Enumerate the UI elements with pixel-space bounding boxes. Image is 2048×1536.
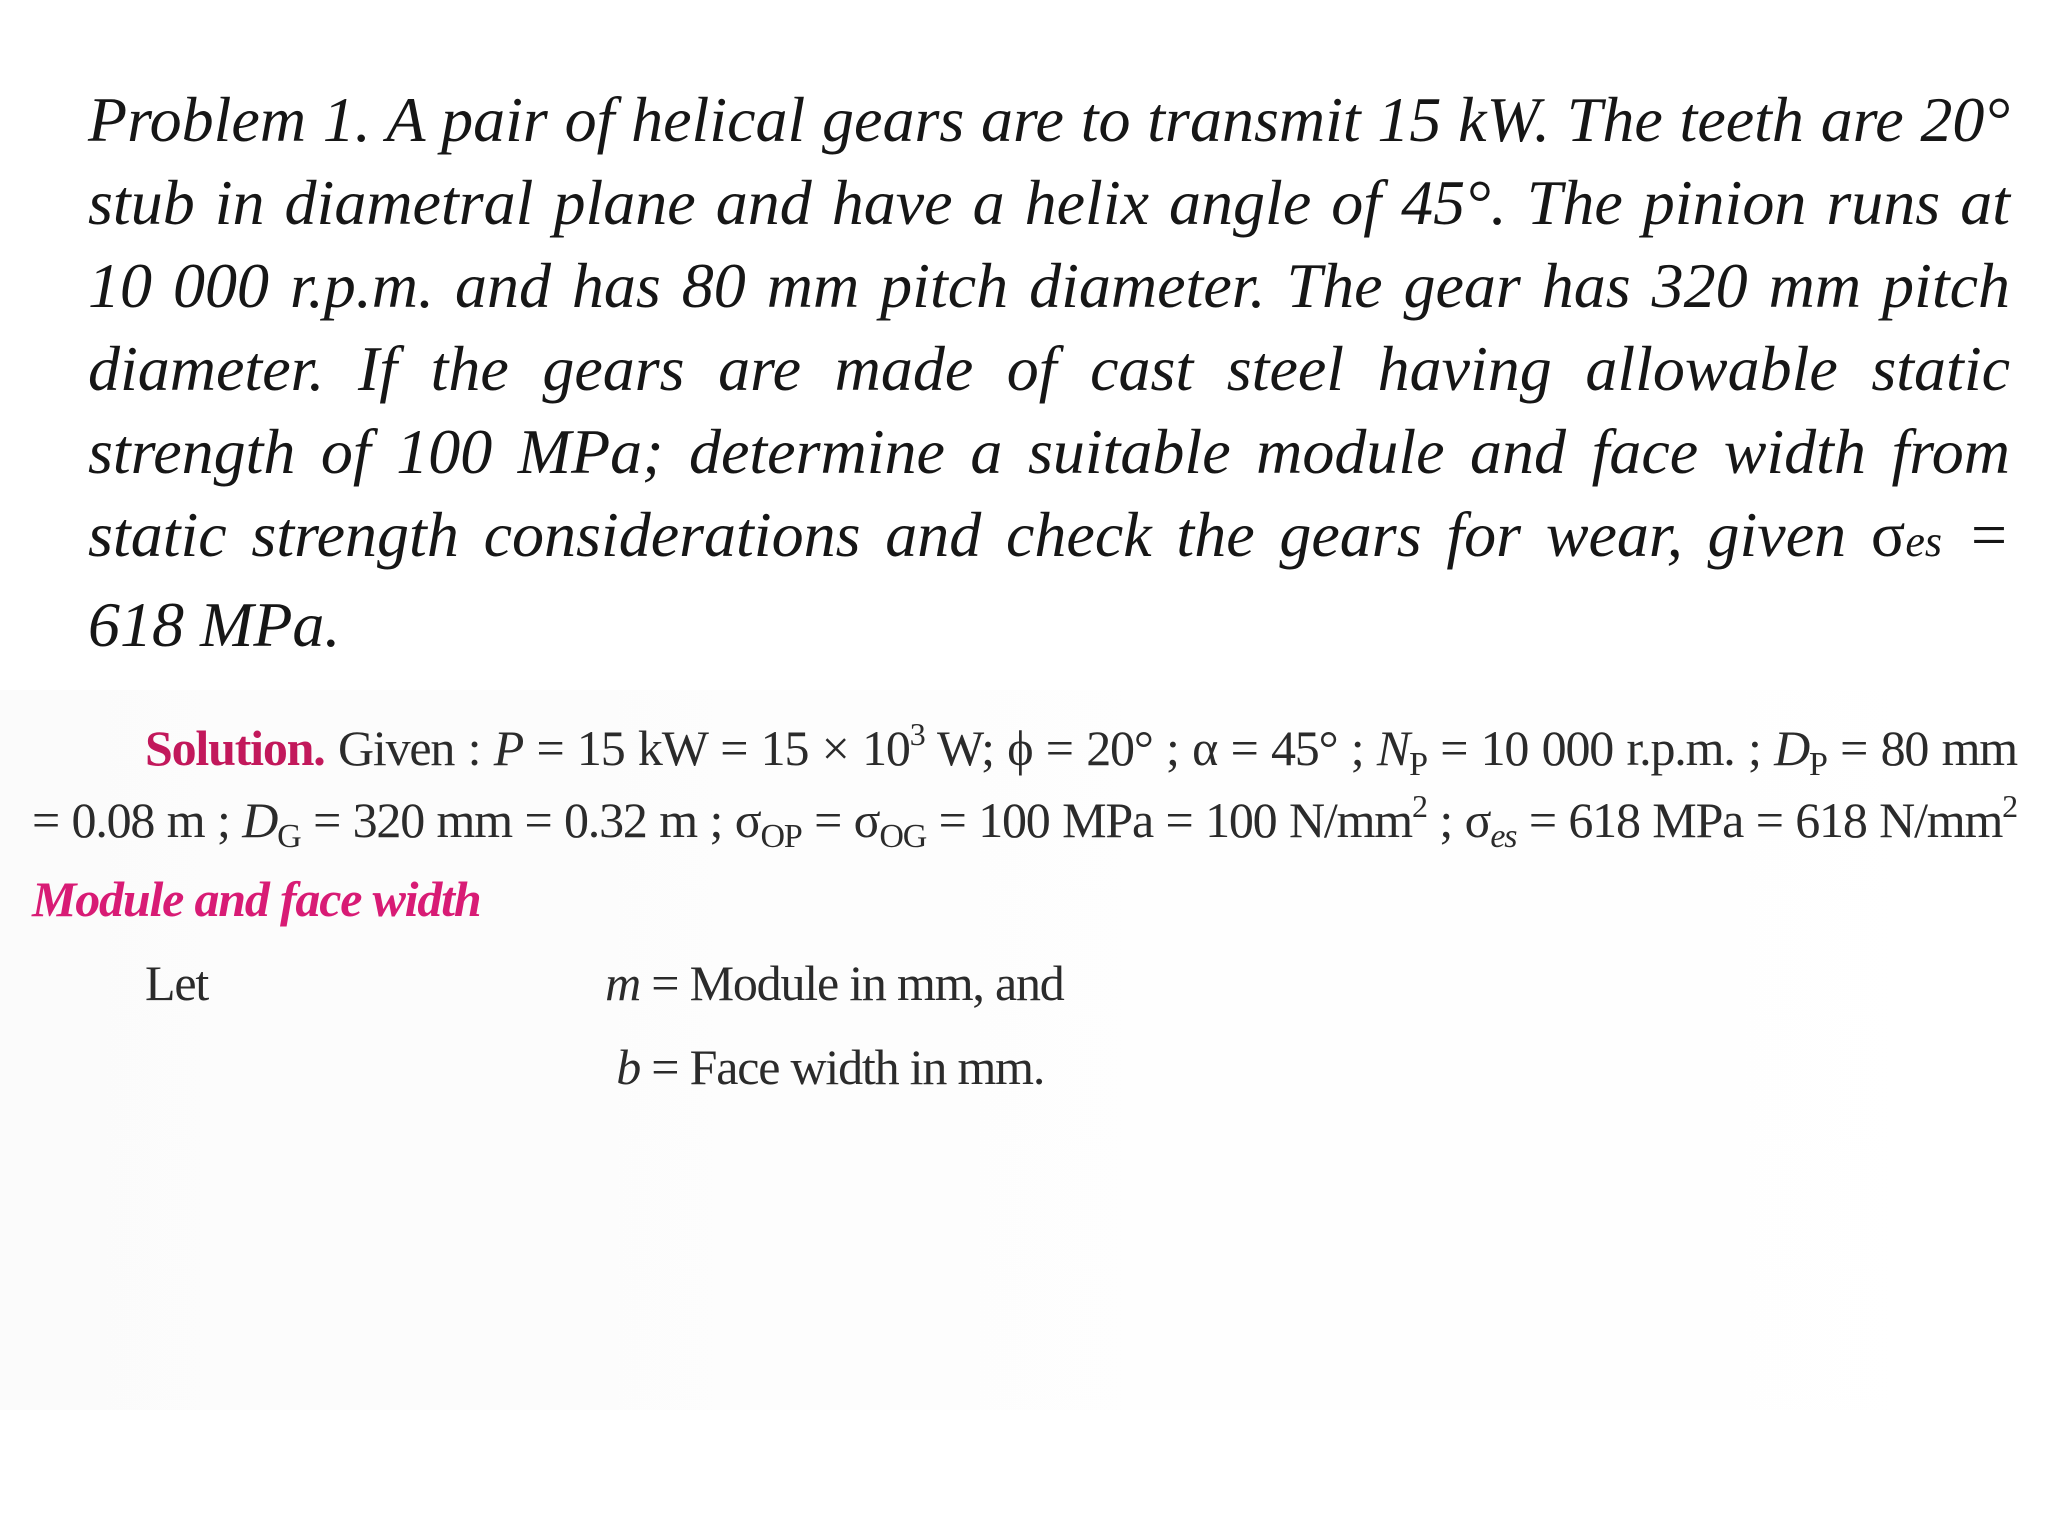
solution-line-2 [32, 784, 2017, 856]
sigma-op-subscript: OP [760, 818, 802, 855]
sigma-op-symbol: σ [734, 792, 761, 848]
sigma-es-subscript: es [1490, 818, 1517, 855]
definition-row [598, 942, 1064, 1024]
problem-text: Problem 1. A pair of helical gears are to transmit 15 kW. The teeth are 20° stub in diametral plane and have a helix angle of 45°. The pinion runs at 10 000 r.p.m. and has 80 mm pitch diameter. The gear has 320 mm pitch diameter. If the gears are made of cast steel having allowable static strength of 100 MPa; determine a suitable module and face width from static strength considerations and check the gears for wear, given [88, 84, 2010, 570]
sigma-es-symbol: σ [1464, 792, 1491, 848]
solution-line-1 [32, 712, 2017, 784]
let-word: Let [145, 955, 209, 1011]
squared-exponent-2: 2 [2002, 788, 2017, 824]
pinion-diameter-symbol: D [1774, 720, 1810, 776]
definitions [32, 942, 2017, 1112]
speed-symbol: N [1376, 720, 1410, 776]
endurance-strength-value: = 618 MPa = 618 N/mm [1516, 792, 2003, 848]
equals-sign: = [801, 792, 854, 848]
problem-text-end: = 618 MPa. [88, 499, 2011, 660]
power-value: = 15 kW = 15 × 10 [523, 720, 910, 776]
pinion-diameter-metres: = 0.08 m ; [32, 792, 243, 848]
solution-label: Solution. [145, 720, 325, 776]
sigma-og-symbol: σ [853, 792, 880, 848]
power-exponent: 3 [909, 716, 925, 752]
speed-value: = 10 000 r.p.m. ; [1426, 720, 1775, 776]
definition-row [598, 1026, 1044, 1108]
definition-text: = Face width in mm. [640, 1039, 1045, 1095]
section-heading: Module and face width [32, 871, 481, 927]
pinion-diameter-value: = 80 mm [1826, 720, 2017, 776]
power-unit: W; [924, 720, 1008, 776]
static-strength-value: = 100 MPa = 100 N/mm [926, 792, 1412, 848]
pressure-angle: ϕ = 20° ; [1007, 720, 1193, 776]
solution-block [32, 712, 2017, 1112]
power-symbol: P [493, 720, 524, 776]
given-lead: Given : [324, 720, 494, 776]
speed-subscript: P [1409, 746, 1427, 783]
sigma-og-subscript: OG [879, 818, 927, 855]
textbook-excerpt [0, 690, 2048, 1410]
gear-diameter-subscript: G [277, 818, 301, 855]
definition-symbol: m [605, 955, 640, 1011]
helix-angle: α = 45° ; [1192, 720, 1377, 776]
problem-statement [88, 78, 2010, 666]
pinion-diameter-subscript: P [1809, 746, 1827, 783]
squared-exponent: 2 [1412, 788, 1427, 824]
definition-text: = Module in mm, and [640, 955, 1064, 1011]
sigma-subscript: es [1905, 517, 1943, 566]
gear-diameter-value: = 320 mm = 0.32 m ; [300, 792, 735, 848]
separator: ; [1426, 792, 1465, 848]
gear-diameter-symbol: D [242, 792, 278, 848]
sigma-symbol: σ [1870, 499, 1906, 570]
definition-symbol: b [616, 1039, 640, 1095]
